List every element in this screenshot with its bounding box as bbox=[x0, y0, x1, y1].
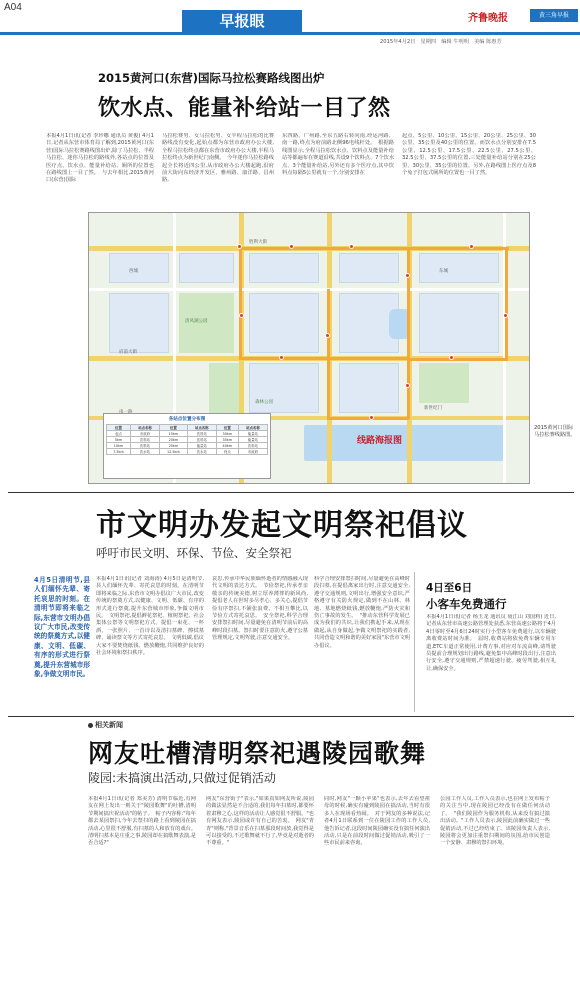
map-label: 东城 bbox=[439, 269, 448, 274]
side-title1: 4日至6日 bbox=[426, 582, 473, 594]
station-table-cell: 25km bbox=[160, 443, 188, 449]
article3-title: 网友吐槽清明祭祀遇陵园歌舞 bbox=[88, 739, 427, 768]
map-label: 清风湖公园 bbox=[185, 319, 208, 324]
map-label: 府前大街 bbox=[119, 350, 137, 355]
station-legend bbox=[103, 413, 271, 479]
station-table bbox=[106, 424, 268, 455]
article2-sidebar: 4月5日清明节,县人们缅怀先辈、寄托哀思的时刻。在清明节即将来临之际,东营市文明办倡议广大市民,改变传统的祭奠方式,以健康、文明、低碳、有序的形式进行祭奠,提升东营城市形象,争做文明市民。 bbox=[34, 576, 90, 679]
station-table-cell: 饮料站 bbox=[238, 443, 267, 449]
brand-tag bbox=[530, 9, 578, 22]
article1-col2: 马拉松赛男、女马拉松男、女半程马拉松的比赛路线没有变化,起始点都为东营市政府办公大楼,全程马拉松终点都在东营市政府办公大楼,半程马拉松终点为新世纪门南侧。 今年迷你马拉松路线起全长将近四公里,从市政府办公大楼起跑,沿府前大街向东经济开发区、雅州路、康洋路、昌州路, bbox=[162, 133, 274, 184]
station-table-cell: 20km bbox=[160, 437, 188, 443]
article1-col3: 东四路、广州路,至东五路右转向南,经运河路、南一路,终点为府前路北侧96电线杆处。 根据路线图显示,全程马拉松饮水点、饮料点及能量补给站等都遍布在赛道沿线,共设9个饮料点、7个饮水点、3个能量补给站,另外还有多个医疗点,其中饮料点每隔5公里就有一个,分别安排在 bbox=[282, 133, 394, 177]
paper-name: 齐鲁晚报 bbox=[468, 13, 508, 24]
station-table-cell: 站点名称 bbox=[238, 425, 267, 431]
station-table-cell: 30km bbox=[216, 431, 238, 437]
article2-col2: 哀思,传承中华民族缅怀逝者的情感融入现代文明的表达方式。 节俭祭祀,传承孝亲敬亲的传统美德,树立厚养薄葬的新风尚,提倡老人在世时多尽孝心、多关心,提倡节俭有序祭扫,不铺张浪费、不相互攀比,以节俭方式寄托哀思。 安全祭祀,科学合理安排祭扫时间,尽量避免在清明节前后的高峰时段扫墓。祭扫时要注意防火,遵守公墓管理规定,文明驾驶,注意交通安全。 bbox=[212, 576, 308, 642]
article2-subtitle: 呼吁市民文明、环保、节俭、安全祭祀 bbox=[96, 546, 292, 560]
related-news-label bbox=[88, 720, 123, 730]
station-table-cell: 能量站 bbox=[187, 443, 216, 449]
station-table-cell: 40km bbox=[216, 443, 238, 449]
article2-title: 市文明办发起文明祭祀倡议 bbox=[96, 508, 468, 543]
station-table-cell: 饮水站 bbox=[187, 449, 216, 455]
article2-col3: 科学合理安排祭扫时间,尽量避免在高峰时段扫墓,在提倡离家出行时,注意交通安全,遵守交通规则,文明出行,增强安全意识,严格遵守有关防火规定,做到不在山林、林地、墓地燃烧纸钱,燃放鞭炮,严防火灾和伤亡事故的发生。 "推动东营科学发展已成为我们的共识,让我们携起手来,从现在做起,从自身做起,争做文明祭祀的实践者,共同营造文明和谐的美好家园"东营市文明办倡议。 bbox=[314, 576, 410, 649]
station-table-cell: 15km bbox=[160, 431, 188, 437]
station-table-cell: 能量站 bbox=[238, 431, 267, 437]
section-title: 早报眼 bbox=[219, 12, 265, 30]
station-table-cell: 7.5km bbox=[107, 449, 131, 455]
header-blue-bar bbox=[0, 32, 580, 35]
related-news-text: 相关新闻 bbox=[95, 721, 123, 729]
legend-title: 各站点位置分布图 bbox=[168, 417, 206, 422]
marathon-route-map bbox=[88, 212, 530, 484]
article1-col4: 起点、5公里、10公里、15公里、20公里、25公里、30公里、35公里及40公里的位置。而饮水点分别安排在7.5公里、12.5公里、17.5公里、22.5公里、27.5公里、32.5公里、37.5公里的位置,三处能量补给站分别在25公里、30公里、35公里的位置。另外,在路线图上医疗点及8个兔子打包式厕所的位置也一目了然。 bbox=[402, 133, 536, 177]
station-table-cell: 位置 bbox=[107, 425, 131, 431]
station-table-cell: 市政府 bbox=[238, 449, 267, 455]
station-table-cell: 饮料站 bbox=[130, 443, 159, 449]
article2-col1: 本报4月1日讯(记者 刘海涛) 4月5日是清明节,县人们缅怀先辈、寄托哀思的时刻。在清明节即将来临之际,东营市文明办倡议广大市民,改变传统的祭奠方式,以健康、文明、低碳、有序的形式进行祭奠,提升东营城市形象,争做文明市民。 文明祭祀,提倡鲜花祭祀、植树祭祀、社会集体公祭等文明祭祀方式。提倡一束花、一杯酒、一张照片、一首诗以及清扫墓碑、擦拭墓碑、诵读祭文等方式寄托哀思。 文明低碳,倡议大家不要焚烧纸钱、燃放鞭炮,共同维护良好的社会环境和祭扫秩序。 bbox=[96, 576, 204, 657]
station-table-cell: 12.5km bbox=[160, 449, 188, 455]
station-table-cell: 终点 bbox=[216, 449, 238, 455]
station-table-cell: 站点名称 bbox=[130, 425, 159, 431]
station-table-cell: 位置 bbox=[216, 425, 238, 431]
article1-title: 饮水点、能量补给站一目了然 bbox=[98, 96, 391, 121]
station-table-row bbox=[107, 449, 268, 455]
article3-col2: 网友"东营街子"表示,"如果真如网友所说,陵园的做法显然是不合适的,我们每年扫墓时,都要怀着肃穆之心,这样的活动让人感觉很不舒服。"也有网友表示,陵园或许有自己的苦衷。 网友"青青"则称,"背景音乐在扫墓那段时间放,我觉得是可以接受的,不过歌舞就不行了,毕竟是对逝者的不尊重。" bbox=[206, 796, 314, 847]
station-table-cell: 能量站 bbox=[238, 437, 267, 443]
article3-col4: 公园工作人员,工作人员表示,也在网上发布帖子的关注当中,现在陵园已经没有在做任何活动了。 "我们陵园作为服务机构,从来没有搞过演出活动。"工作人员表示,陵园此前确实做过一些促销活动,不过已经结束了。该陵园负责人表示,陵园将会更加注重祭扫期间的氛围,给市民创造一个安静、肃穆的祭扫环境。 bbox=[440, 796, 550, 847]
map-label: 森林公园 bbox=[255, 400, 273, 405]
station-table-cell: 35km bbox=[216, 437, 238, 443]
side-title2: 小客车免费通行 bbox=[426, 597, 507, 611]
station-table-cell: 饮料站 bbox=[187, 431, 216, 437]
issue-info: 2015年4月2日 星期四 编辑 牛明明 美编 陈惠芳 bbox=[380, 39, 502, 45]
station-table-cell: 饮料站 bbox=[130, 437, 159, 443]
station-table-cell: 饮料站 bbox=[187, 437, 216, 443]
map-label: 西城 bbox=[129, 269, 138, 274]
divider bbox=[8, 492, 574, 493]
map-title: 线路海报图 bbox=[357, 436, 403, 446]
station-table-cell: 位置 bbox=[160, 425, 188, 431]
side-text: 本报4月1日讯(记者 杨玉龙 通讯员 聂江山 刘国莉) 近日,记者从东营市高速公路管理处获悉,东营高速公路将于4月4日零时至4月6日24时实行小型客车免费通行,以车辆驶离收费站时间为准。 届时,收费站将依免费车辆专用车道,ETC车道正常使用,计费方事,对应对车流高峰,请驾驶员提前合理规划出行路线,避免集中高峰时段出行,注意出行安全,遵守交通规则,严禁超速行驶、疲劳驾驶,相互礼让,确保安全。 bbox=[426, 614, 556, 672]
article3-col1: 本报4月1日讯(记者 郑美芳) 清明节临近,有网友在网上发出一则关于"陵园歌舞"的吐槽,清明节期间搞庆祝活动"的帖子。 帖子内容称:"每年都去某园祭扫,今年去祭扫的路上看到陵园在搞活动,心里很不舒服,有扫墓的人和放有的戏台。清明扫墓本是庄重之事,陵园却在搞歌舞表演,是否合适?" bbox=[88, 796, 196, 847]
section-banner bbox=[182, 10, 302, 32]
article3-subtitle: 陵园:未搞演出活动,只做过促销活动 bbox=[88, 771, 276, 785]
map-label: 新世纪门 bbox=[424, 406, 442, 411]
map-label: 胜利大街 bbox=[249, 240, 267, 245]
brand-tag-text: 黄三角早报 bbox=[538, 12, 569, 19]
related-dot-icon bbox=[88, 723, 93, 728]
station-table-cell: 饮水站 bbox=[130, 449, 159, 455]
station-table-cell: 5km bbox=[107, 437, 131, 443]
paper-logo bbox=[468, 9, 508, 24]
article1-kicker: 2015黄河口(东营)国际马拉松赛路线图出炉 bbox=[98, 71, 325, 85]
map-caption: 2015黄河口国际马拉松赛线路图。 bbox=[534, 425, 576, 439]
article3-col3: 同时,网友"一颗小苹果"也表示,去年去看望祖母的时候,确实有碰到陵园在搞活动,当时有很多人在现场看热闹。 对于网友的多种说法,记者4月1日联系到一位在陵园工作的工作人员,他告诉记者,这段时间陵园确实没有搞任何演出活动,只是在前段时间做过促销活动,吸引了一些市民前来咨询。 bbox=[324, 796, 430, 847]
station-table-cell: 10km bbox=[107, 443, 131, 449]
page-number: A04 bbox=[4, 2, 22, 13]
side-box-divider bbox=[414, 572, 415, 712]
station-table-cell: 站点名称 bbox=[187, 425, 216, 431]
station-table-cell: 市政府 bbox=[130, 431, 159, 437]
divider bbox=[8, 716, 574, 717]
page-header bbox=[0, 0, 580, 48]
station-table-cell: 起点 bbox=[107, 431, 131, 437]
article1-col1: 本报4月1日讯(记者 李珍娜 通讯员 黄俊) 4月1日,记者从东营市体育局了解到,2015黄河口(东营)国际马拉松赛路线图出炉,除了马拉松、半程马拉松、迷你马拉松的路线外,各站点的位置及医疗点、饮水点、能量补给站、厕所的位置也在路线图上一目了然。 与去年相比,2015黄河口(东营)国际 bbox=[46, 133, 154, 184]
